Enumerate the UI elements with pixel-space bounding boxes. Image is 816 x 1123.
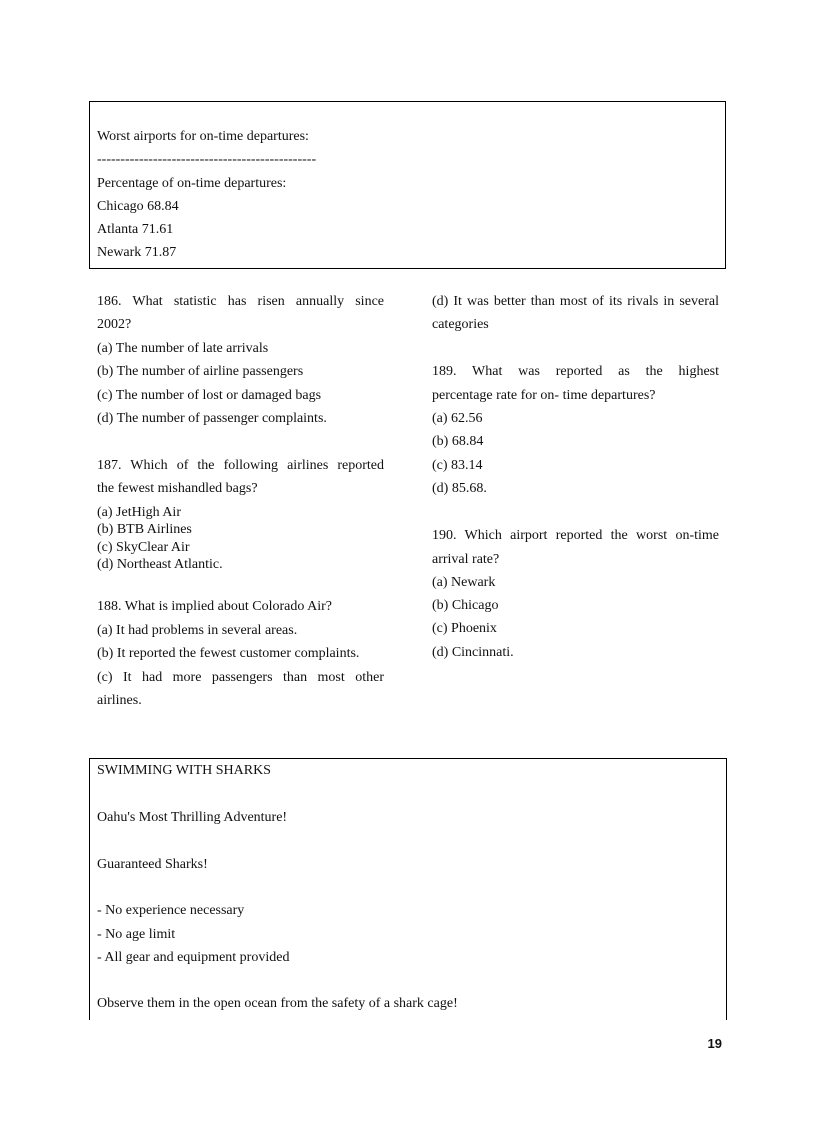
advert-closing: Observe them in the open ocean from the safety of a shark cage! — [97, 996, 458, 1011]
q187-option: (c) SkyClear Air — [97, 540, 190, 555]
q186-stem: 186. What statistic has risen annually since — [97, 294, 384, 309]
notice-divider: ----------------------------------------------- — [97, 152, 317, 167]
notice-row: Chicago 68.84 — [97, 199, 179, 214]
advert-bullet: - No age limit — [97, 927, 176, 942]
q186-option: (d) The number of passenger complaints. — [97, 411, 327, 426]
q188-stem: 188. What is implied about Colorado Air? — [97, 599, 332, 614]
q190-stem-cont: arrival rate? — [432, 552, 500, 567]
q188-option-cont: airlines. — [97, 693, 142, 708]
q187-option: (a) JetHigh Air — [97, 505, 181, 520]
q186-option: (c) The number of lost or damaged bags — [97, 388, 322, 403]
q189-option: (b) 68.84 — [432, 434, 484, 449]
advert-box — [89, 758, 727, 1020]
q190-option: (d) Cincinnati. — [432, 645, 514, 660]
notice-row: Atlanta 71.61 — [97, 222, 174, 237]
advert-bullet: - All gear and equipment provided — [97, 950, 290, 965]
q190-stem: 190. Which airport reported the worst on-time — [432, 528, 719, 543]
q186-option: (b) The number of airline passengers — [97, 364, 304, 379]
q186-option: (a) The number of late arrivals — [97, 341, 269, 356]
q187-option: (d) Northeast Atlantic. — [97, 557, 223, 572]
q188-option: (a) It had problems in several areas. — [97, 623, 298, 638]
q189-option: (a) 62.56 — [432, 411, 483, 426]
q190-option: (b) Chicago — [432, 598, 499, 613]
q189-option: (c) 83.14 — [432, 458, 483, 473]
q187-option: (b) BTB Airlines — [97, 522, 192, 537]
q188-option: (b) It reported the fewest customer complaints. — [97, 646, 360, 661]
advert-guarantee: Guaranteed Sharks! — [97, 857, 208, 872]
advert-tagline: Oahu's Most Thrilling Adventure! — [97, 810, 288, 825]
advert-title: SWIMMING WITH SHARKS — [97, 763, 271, 778]
q189-stem-cont: percentage rate for on- time departures? — [432, 388, 656, 403]
q190-option: (a) Newark — [432, 575, 496, 590]
page-number: 19 — [707, 1036, 722, 1051]
q187-stem-cont: the fewest mishandled bags? — [97, 481, 258, 496]
q189-option: (d) 85.68. — [432, 481, 487, 496]
q188-option: (c) It had more passengers than most other — [97, 670, 384, 685]
q188-option-cont: categories — [432, 317, 489, 332]
q186-stem-cont: 2002? — [97, 317, 132, 332]
q188-option: (d) It was better than most of its rivals in several — [432, 294, 719, 309]
notice-title: Worst airports for on-time departures: — [97, 129, 309, 144]
notice-subtitle: Percentage of on-time departures: — [97, 176, 287, 191]
q187-stem: 187. Which of the following airlines reported — [97, 458, 384, 473]
advert-bullet: - No experience necessary — [97, 903, 245, 918]
q189-stem: 189. What was reported as the highest — [432, 364, 719, 379]
q190-option: (c) Phoenix — [432, 621, 497, 636]
notice-row: Newark 71.87 — [97, 245, 177, 260]
